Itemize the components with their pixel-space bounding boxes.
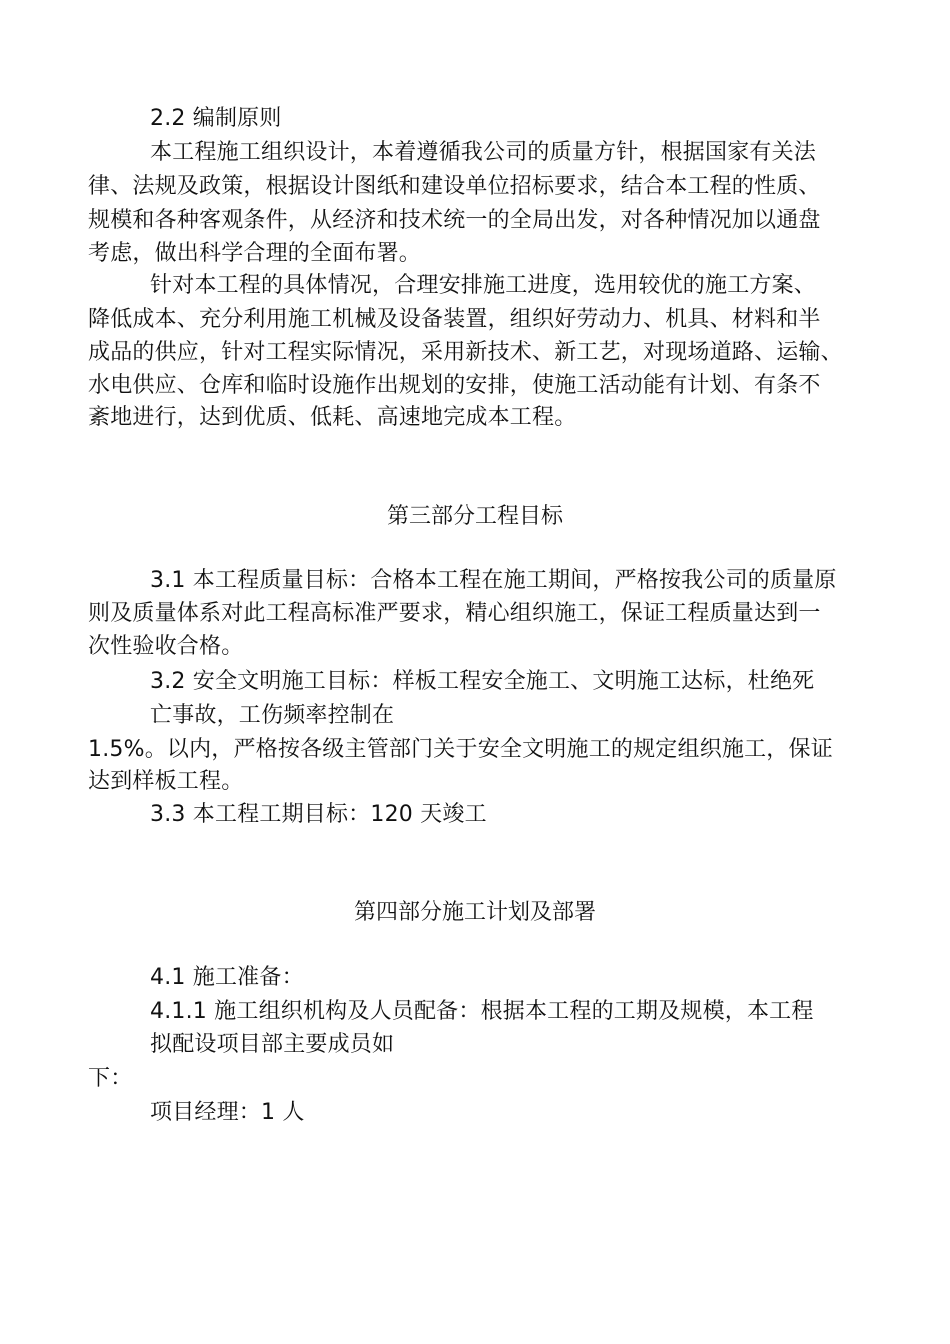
paragraph-line: 规模和各种客观条件，从经济和技术统一的全局出发，对各种情况加以通盘 [88,208,821,233]
paragraph-line: 下： [88,1066,133,1091]
paragraph-line: 亡事故，工伤频率控制在 [150,703,395,728]
paragraph-line: 拟配设项目部主要成员如 [150,1032,395,1057]
paragraph-line: 3.3 本工程工期目标：120 天竣工 [150,802,487,827]
paragraph-line: 4.1 施工准备： [150,965,304,990]
paragraph-line: 律、法规及政策，根据设计图纸和建设单位招标要求，结合本工程的性质、 [88,174,821,199]
paragraph-line: 次性验收合格。 [88,634,244,659]
paragraph-line: 考虑，做出科学合理的全面布署。 [88,241,422,266]
paragraph-line: 4.1.1 施工组织机构及人员配备：根据本工程的工期及规模，本工程 [150,999,814,1024]
part4-title: 第四部分施工计划及部署 [353,900,596,925]
paragraph-line: 则及质量体系对此工程高标准严要求，精心组织施工，保证工程质量达到一 [88,601,821,626]
paragraph-line: 1.5%。以内，严格按各级主管部门关于安全文明施工的规定组织施工，保证 [88,737,833,762]
paragraph-line: 紊地进行，达到优质、低耗、高速地完成本工程。 [88,405,577,430]
paragraph-line: 成品的供应，针对工程实际情况，采用新技术、新工艺，对现场道路、运输、 [88,340,843,365]
part3-title: 第三部分工程目标 [386,504,563,529]
staff-line: 项目经理：1 人 [150,1100,305,1125]
section-2-2-heading: 2.2 编制原则 [150,106,282,131]
paragraph-line: 达到样板工程。 [88,769,244,794]
paragraph-line: 3.2 安全文明施工目标：样板工程安全施工、文明施工达标，杜绝死 [150,669,815,694]
paragraph-line: 本工程施工组织设计，本着遵循我公司的质量方针，根据国家有关法 [150,140,817,165]
paragraph-line: 针对本工程的具体情况，合理安排施工进度，选用较优的施工方案、 [150,273,817,298]
paragraph-line: 3.1 本工程质量目标：合格本工程在施工期间，严格按我公司的质量原 [150,568,837,593]
paragraph-line: 水电供应、仓库和临时设施作出规划的安排，使施工活动能有计划、有条不 [88,373,821,398]
paragraph-line: 降低成本、充分利用施工机械及设备装置，组织好劳动力、机具、材料和半 [88,307,821,332]
